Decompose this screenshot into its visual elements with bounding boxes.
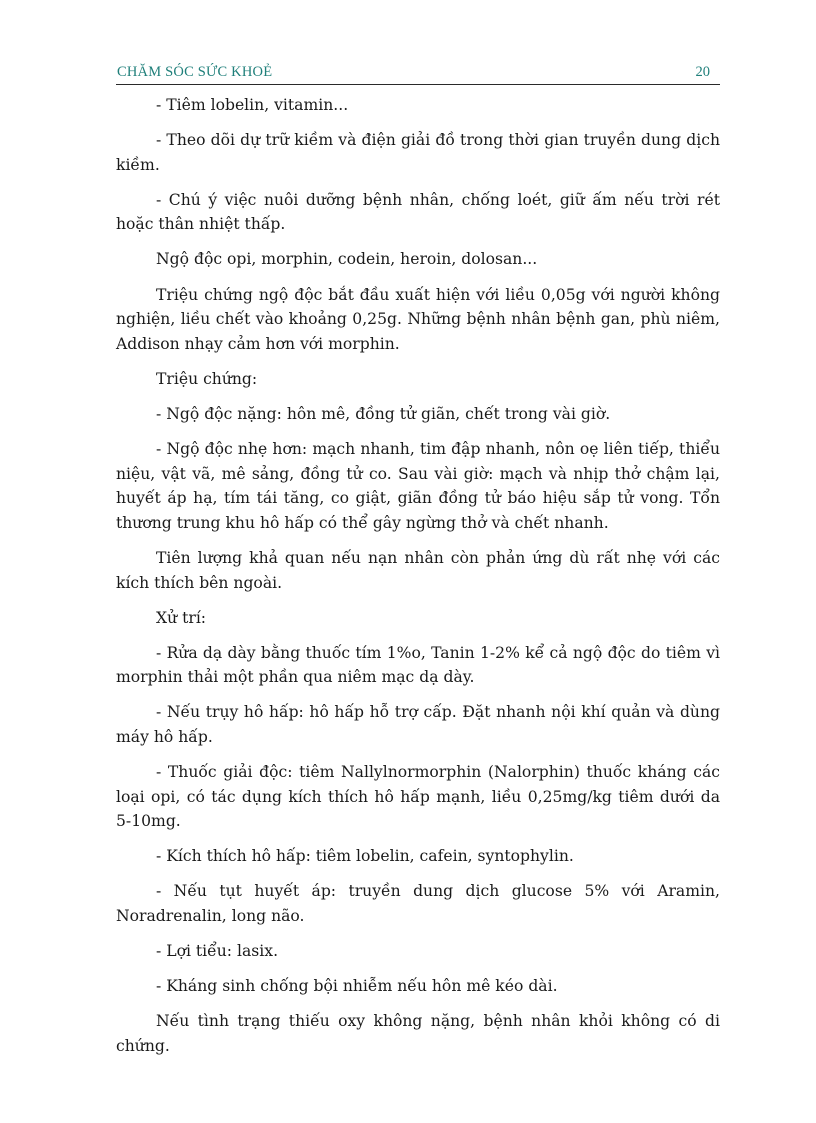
page-number: 20 — [695, 64, 710, 80]
paragraph: - Nếu tụt huyết áp: truyền dung dịch glucose 5% với Aramin, Noradrenalin, long não. — [116, 882, 720, 926]
paragraph: - Theo dõi dự trữ kiềm và điện giải đồ trong thời gian truyền dung dịch kiềm. — [116, 131, 720, 174]
paragraph: - Ngộ độc nhẹ hơn: mạch nhanh, tim đập nhanh, nôn oẹ liên tiếp, thiểu niệu, vật vã, mê sảng, đồng tử co. Sau vài giờ: mạch và nhịp thở chậm lại, huyết áp hạ, tím tái tăng, co giật, giãn đồng tử báo hiệu sắp tử vong. Tổn thương trung khu hô hấp có thể gây ngừng thở và chết nhanh. — [116, 440, 720, 532]
paragraph: - Thuốc giải độc: tiêm Nallylnormorphin (Nalorphin) thuốc kháng các loại opi, có tác dụng kích thích hô hấp mạnh, liều 0,25mg/kg tiêm dưới da 5-10mg. — [116, 763, 720, 831]
section-heading: Ngộ độc opi, morphin, codein, heroin, dolosan... — [156, 250, 538, 269]
running-title: CHĂM SÓC SỨC KHOẺ — [117, 64, 273, 80]
subheading: Xử trí: — [156, 608, 207, 627]
paragraph: - Nếu trụy hô hấp: hô hấp hỗ trợ cấp. Đặt nhanh nội khí quản và dùng máy hô hấp. — [116, 703, 720, 746]
paragraph: - Kích thích hô hấp: tiêm lobelin, cafein, syntophylin. — [156, 847, 574, 866]
paragraph: - Tiêm lobelin, vitamin... — [156, 96, 349, 114]
paragraph: - Rửa dạ dày bằng thuốc tím 1%o, Tanin 1-2% kể cả ngộ độc do tiêm vì morphin thải một phần qua niêm mạc dạ dày. — [116, 643, 720, 687]
paragraph: - Ngộ độc nặng: hôn mê, đồng tử giãn, chết trong vài giờ. — [156, 404, 611, 423]
paragraph: Triệu chứng ngộ độc bắt đầu xuất hiện với liều 0,05g với người không nghiện, liều chết vào khoảng 0,25g. Những bệnh nhân bệnh gan, phù niêm, Addison nhạy cảm hơn với morphin. — [116, 285, 720, 353]
paragraph: - Kháng sinh chống bội nhiễm nếu hôn mê kéo dài. — [156, 977, 558, 996]
subheading: Triệu chứng: — [156, 369, 258, 388]
paragraph: - Lợi tiểu: lasix. — [156, 942, 279, 961]
paragraph: Nếu tình trạng thiếu oxy không nặng, bệnh nhân khỏi không có di chứng. — [116, 1012, 720, 1055]
paragraph: - Chú ý việc nuôi dưỡng bệnh nhân, chống loét, giữ ấm nếu trời rét hoặc thân nhiệt thấp. — [116, 190, 720, 234]
paragraph: Tiên lượng khả quan nếu nạn nhân còn phản ứng dù rất nhẹ với các kích thích bên ngoài. — [116, 548, 720, 592]
body-text — [116, 93, 720, 1069]
page-header — [116, 62, 720, 85]
